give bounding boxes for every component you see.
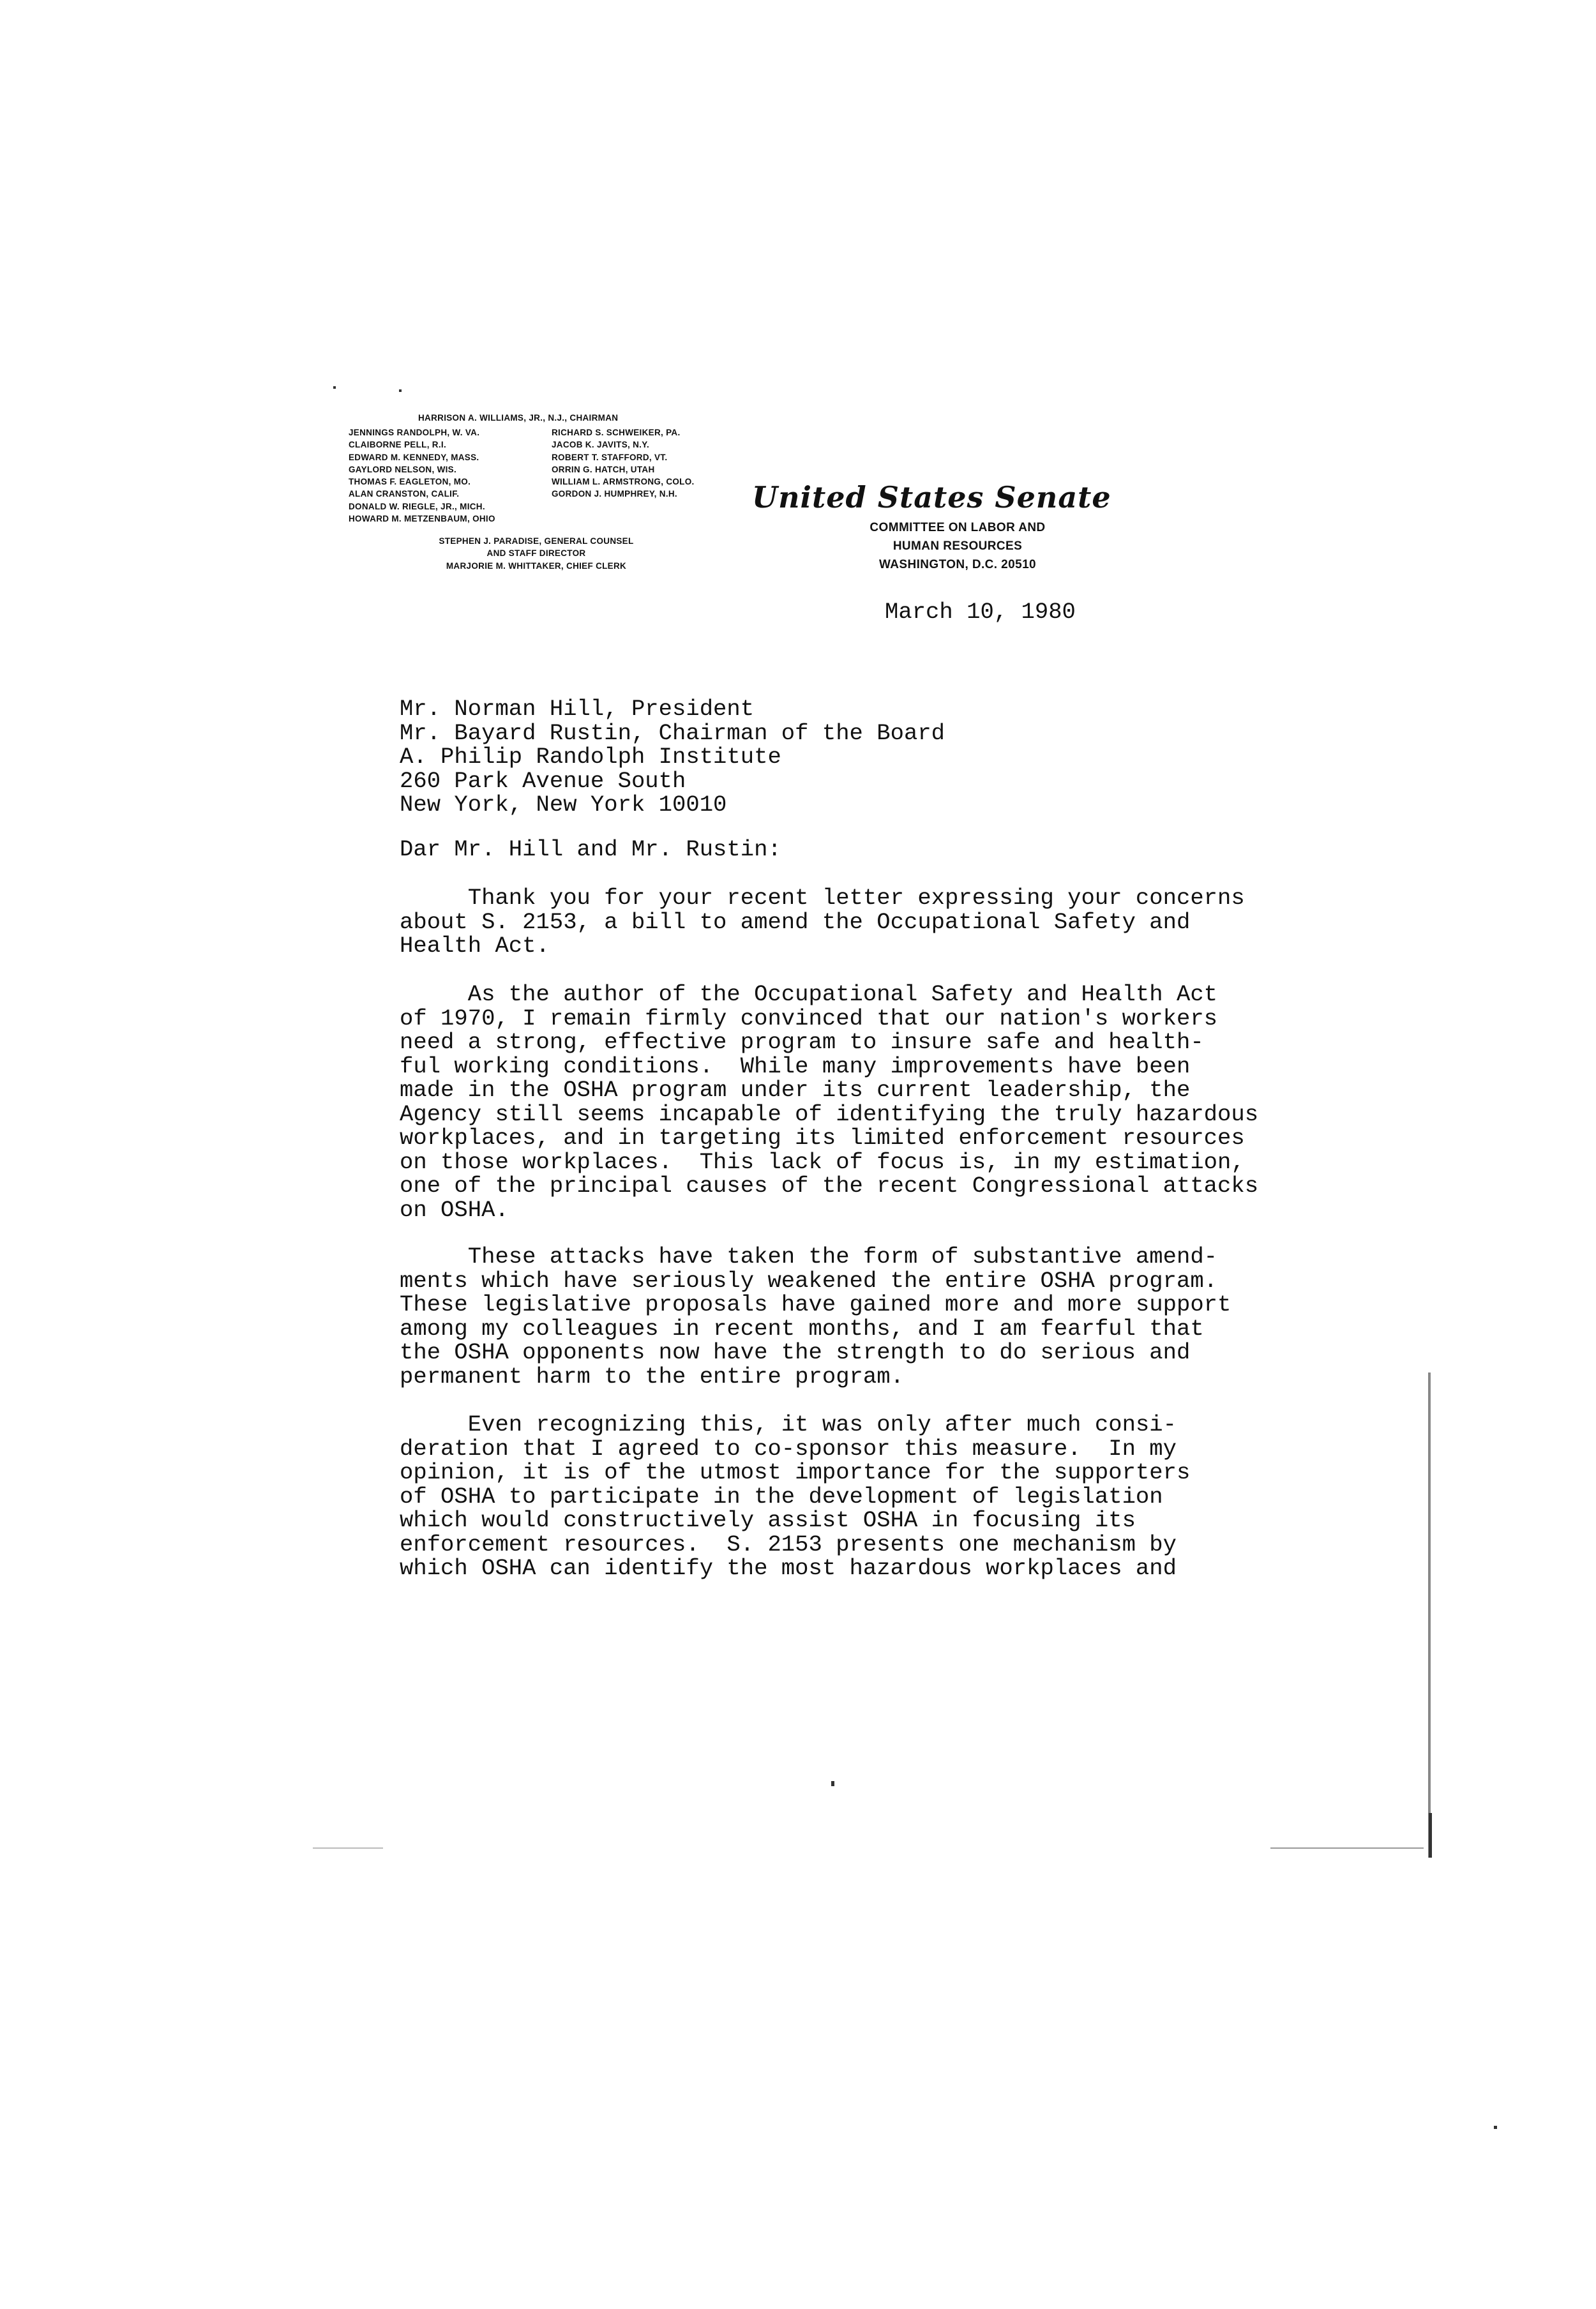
scan-speck — [399, 389, 402, 392]
body-line: These legislative proposals have gained more and more support — [400, 1291, 1231, 1318]
body-line: on those workplaces. This lack of focus is, in my estimation, — [400, 1148, 1245, 1175]
letterhead-chairman: HARRISON A. WILLIAMS, JR., N.J., CHAIRMAN — [418, 413, 619, 423]
address-line: 260 Park Avenue South — [400, 767, 686, 794]
member-name: WILLIAM L. ARMSTRONG, COLO. — [552, 477, 695, 487]
member-name: HOWARD M. METZENBAUM, OHIO — [349, 514, 495, 524]
address-line: A. Philip Randolph Institute — [400, 744, 781, 770]
body-line: about S. 2153, a bill to amend the Occupational Safety and — [400, 908, 1191, 935]
body-line: on OSHA. — [400, 1196, 509, 1223]
committee-block — [804, 518, 1111, 574]
committee-line: COMMITTEE ON LABOR AND — [870, 521, 1046, 534]
salutation: Dar Mr. Hill and Mr. Rustin: — [400, 836, 781, 862]
body-line: which OSHA can identify the most hazardous workplaces and — [400, 1555, 1177, 1581]
committee-line: HUMAN RESOURCES — [892, 539, 1023, 553]
scan-edge-line — [1429, 1813, 1432, 1858]
staff-line: MARJORIE M. WHITTAKER, CHIEF CLERK — [446, 560, 627, 571]
inside-address — [400, 697, 945, 817]
body-line: among my colleagues in recent months, and I am fearful that — [400, 1315, 1204, 1342]
address-line: New York, New York 10010 — [400, 792, 727, 818]
letterhead-members-right — [552, 426, 695, 500]
scan-speck — [831, 1781, 834, 1786]
body-line: one of the principal causes of the recent Congressional attacks — [400, 1173, 1259, 1199]
member-name: EDWARD M. KENNEDY, MASS. — [349, 452, 479, 462]
body-line: deration that I agreed to co-sponsor this measure. In my — [400, 1435, 1177, 1462]
staff-line: STEPHEN J. PARADISE, GENERAL COUNSEL — [439, 536, 634, 546]
body-line: Health Act. — [400, 933, 550, 959]
body-line: enforcement resources. S. 2153 presents one mechanism by — [400, 1531, 1177, 1558]
body-line: ments which have seriously weakened the entire OSHA program. — [400, 1267, 1218, 1294]
letterhead-members-left — [349, 426, 495, 525]
member-name: DONALD W. RIEGLE, JR., MICH. — [349, 501, 485, 511]
senate-title: United States Senate — [752, 480, 1111, 515]
member-name: ROBERT T. STAFFORD, VT. — [552, 452, 668, 462]
body-line: need a strong, effective program to insure safe and health- — [400, 1029, 1204, 1055]
body-line: of OSHA to participate in the development of legislation — [400, 1483, 1163, 1510]
member-name: GORDON J. HUMPHREY, N.H. — [552, 489, 677, 499]
body-line: ful working conditions. While many improvements have been — [400, 1053, 1191, 1079]
body-line: which would constructively assist OSHA in focusing its — [400, 1507, 1136, 1533]
scan-bottom-line — [313, 1847, 383, 1849]
body-line: the OSHA opponents now have the strength to do serious and — [400, 1339, 1191, 1365]
letter-date: March 10, 1980 — [885, 599, 1076, 625]
address-line: Mr. Bayard Rustin, Chairman of the Board — [400, 719, 945, 746]
body-line: Agency still seems incapable of identifying the truly hazardous — [400, 1101, 1259, 1127]
body-paragraph-1 — [400, 886, 1245, 958]
committee-line: WASHINGTON, D.C. 20510 — [878, 558, 1036, 571]
body-line: opinion, it is of the utmost importance for the supporters — [400, 1459, 1191, 1485]
member-name: CLAIBORNE PELL, R.I. — [349, 440, 447, 450]
body-line: As the author of the Occupational Safety and Health Act — [400, 981, 1218, 1007]
member-name: JENNINGS RANDOLPH, W. VA. — [349, 428, 480, 437]
staff-line: AND STAFF DIRECTOR — [486, 548, 586, 559]
member-name: RICHARD S. SCHWEIKER, PA. — [552, 428, 681, 437]
body-line: workplaces, and in targeting its limited enforcement resources — [400, 1125, 1245, 1151]
member-name: ALAN CRANSTON, CALIF. — [349, 489, 460, 499]
scan-edge-line — [1428, 1373, 1431, 1858]
scan-bottom-line — [1270, 1847, 1424, 1849]
body-line: permanent harm to the entire program. — [400, 1363, 904, 1390]
member-name: GAYLORD NELSON, WIS. — [349, 464, 457, 474]
body-line: of 1970, I remain firmly convinced that our nation's workers — [400, 1005, 1218, 1032]
scan-speck — [1494, 2126, 1497, 2129]
address-line: Mr. Norman Hill, President — [400, 696, 755, 722]
body-paragraph-2 — [400, 982, 1258, 1222]
body-line: made in the OSHA program under its current leadership, the — [400, 1077, 1191, 1103]
body-paragraph-3 — [400, 1245, 1231, 1388]
member-name: JACOB K. JAVITS, N.Y. — [552, 440, 650, 450]
body-paragraph-4 — [400, 1413, 1190, 1581]
body-line: Even recognizing this, it was only after much consi- — [400, 1411, 1177, 1438]
member-name: THOMAS F. EAGLETON, MO. — [349, 477, 471, 487]
scan-speck — [333, 386, 336, 389]
member-name: ORRIN G. HATCH, UTAH — [552, 464, 655, 474]
letterhead-staff — [402, 535, 670, 572]
body-line: These attacks have taken the form of substantive amend- — [400, 1244, 1218, 1270]
body-line: Thank you for your recent letter expressing your concerns — [400, 885, 1245, 911]
